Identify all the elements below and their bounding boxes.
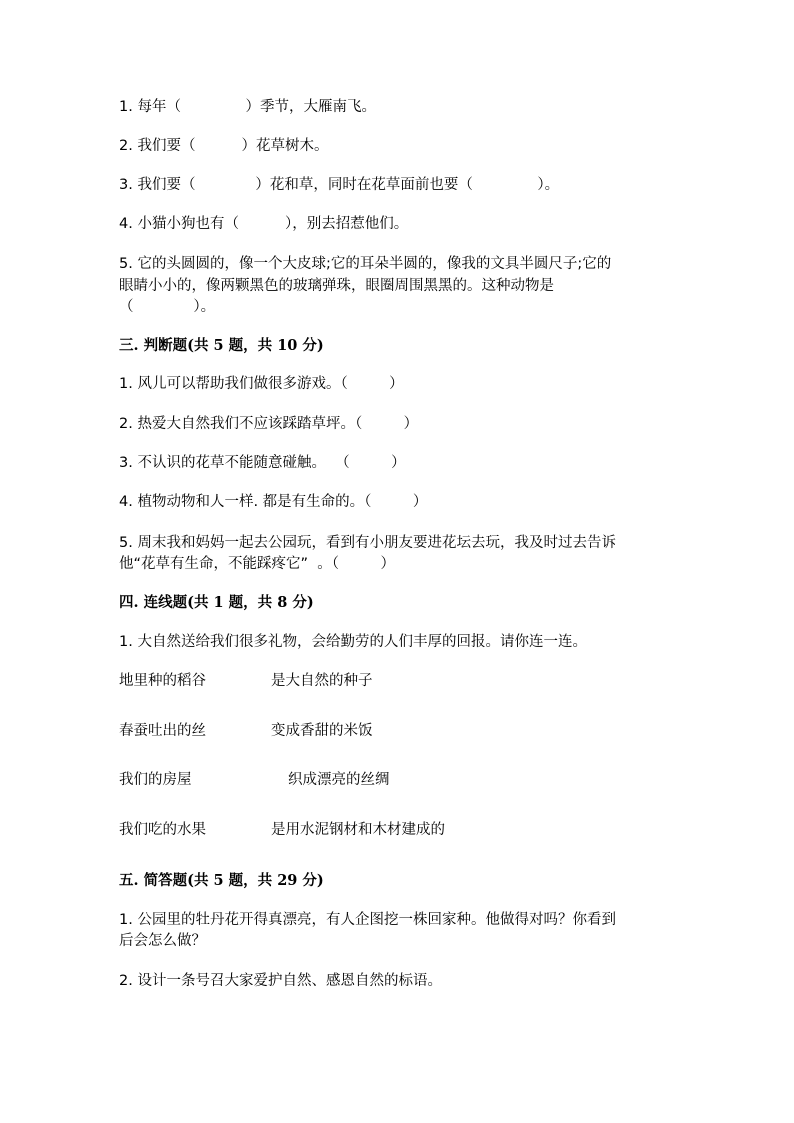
judgement-item-3: 3. 不认识的花草不能随意碰触。 （ ） [119,455,406,471]
fill-blank-item-5-line1: 5. 它的头圆圆的，像一个大皮球;它的耳朵半圆的，像我的文具半圆尺子;它的 [119,256,612,272]
match-left-item-2: 春蚕吐出的丝 [119,723,206,739]
fill-blank-item-4: 4. 小猫小狗也有（ ），别去招惹他们。 [119,216,409,232]
fill-blank-item-5-line2: 眼睛小小的，像两颗黑色的玻璃弹珠，眼圈周围黑黑的。这种动物是 [119,278,554,294]
judgement-item-4: 4. 植物动物和人一样. 都是有生命的。（ ） [119,494,428,510]
fill-blank-item-1: 1. 每年（ ）季节，大雁南飞。 [119,99,376,115]
short-answer-q1-line1: 1. 公园里的牡丹花开得真漂亮，有人企图挖一株回家种。他做得对吗？你看到 [119,912,616,928]
judgement-item-1: 1. 风儿可以帮助我们做很多游戏。（ ） [119,376,404,392]
match-right-item-3: 织成漂亮的丝绸 [288,772,390,788]
match-right-item-2: 变成香甜的米饭 [271,723,373,739]
fill-blank-item-5-line3: （ ）。 [119,299,216,315]
match-right-item-1: 是大自然的种子 [271,673,373,689]
matching-question: 1. 大自然送给我们很多礼物，会给勤劳的人们丰厚的回报。请你连一连。 [119,634,587,650]
fill-blank-item-3: 3. 我们要（ ）花和草，同时在花草面前也要（ ）。 [119,177,560,193]
section-5-heading: 五. 简答题(共 5 题，共 29 分) [119,872,324,889]
section-3-heading: 三. 判断题(共 5 题，共 10 分) [119,337,324,354]
short-answer-q2: 2. 设计一条号召大家爱护自然、感恩自然的标语。 [119,973,442,989]
match-right-item-4: 是用水泥钢材和木材建成的 [271,822,445,838]
match-left-item-4: 我们吃的水果 [119,822,206,838]
fill-blank-item-2: 2. 我们要（ ）花草树木。 [119,138,329,154]
match-left-item-3: 我们的房屋 [119,772,192,788]
judgement-item-5-line2: 他“花草有生命，不能踩疼它” 。（ ） [119,556,395,572]
judgement-item-2: 2. 热爱大自然我们不应该踩踏草坪。（ ） [119,416,419,432]
short-answer-q1-line2: 后会怎么做？ [119,933,206,949]
match-left-item-1: 地里种的稻谷 [119,673,206,689]
section-4-heading: 四. 连线题(共 1 题，共 8 分) [119,594,314,611]
judgement-item-5-line1: 5. 周末我和妈妈一起去公园玩，看到有小朋友要进花坛去玩，我及时过去告诉 [119,535,616,551]
